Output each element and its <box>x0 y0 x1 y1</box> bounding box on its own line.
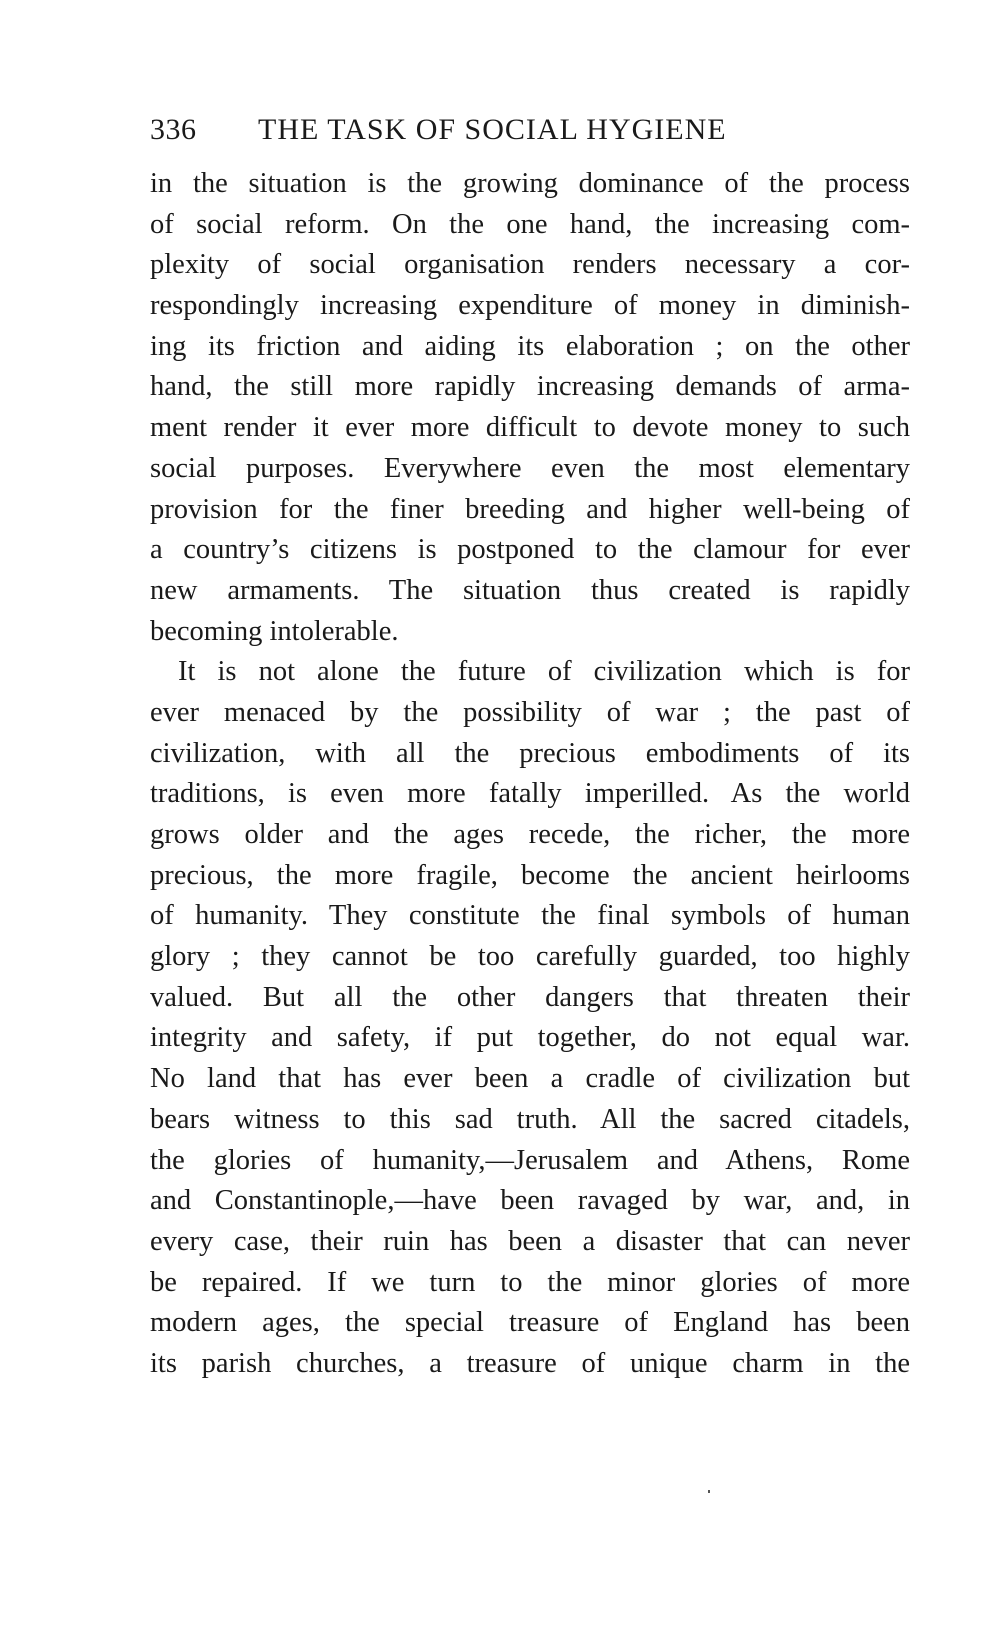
text-line: ment render it ever more difficult to devote money to such <box>150 412 910 444</box>
text-line: in the situation is the growing dominance of the process <box>150 168 910 199</box>
text-line: bears witness to this sad truth. All the sacred citadels, <box>150 1103 910 1135</box>
text-line: modern ages, the special treasure of England has been <box>150 1307 910 1339</box>
text-line: plexity of social organisation renders necessary a cor- <box>150 249 910 281</box>
print-speck <box>708 1490 710 1493</box>
text-line: of humanity. They constitute the final symbols of human <box>150 900 910 932</box>
text-line: becoming intolerable. <box>150 615 399 647</box>
text-line: precious, the more fragile, become the ancient heirlooms <box>150 859 910 891</box>
paragraph <box>150 652 910 1384</box>
text-line: the glories of humanity,—Jerusalem and Athens, Rome <box>150 1144 910 1176</box>
text-line: No land that has ever been a cradle of civilization but <box>150 1063 910 1095</box>
text-line: new armaments. The situation thus created is rapidly <box>150 574 910 606</box>
text-line: It is not alone the future of civilization which is for <box>178 656 910 688</box>
text-line: hand, the still more rapidly increasing demands of arma- <box>150 371 910 403</box>
text-line: glory ; they cannot be too carefully guarded, too highly <box>150 941 910 973</box>
text-line: ever menaced by the possibility of war ; the past of <box>150 696 910 728</box>
running-head <box>150 110 910 150</box>
text-line: a country’s citizens is postponed to the clamour for ever <box>150 534 910 566</box>
text-line: of social reform. On the one hand, the increasing com- <box>150 208 910 240</box>
page-number: 336 <box>150 113 197 146</box>
text-line: be repaired. If we turn to the minor glories of more <box>150 1266 910 1298</box>
text-line: civilization, with all the precious embodiments of its <box>150 737 910 769</box>
text-line: its parish churches, a treasure of unique charm in the <box>150 1347 910 1379</box>
text-line: integrity and safety, if put together, do not equal war. <box>150 1022 910 1054</box>
body-text <box>150 164 910 1385</box>
text-line: grows older and the ages recede, the richer, the more <box>150 819 910 850</box>
text-line: every case, their ruin has been a disaster that can never <box>150 1225 910 1257</box>
paragraph <box>150 164 910 652</box>
text-line: provision for the finer breeding and higher well-being of <box>150 493 910 525</box>
text-line: traditions, is even more fatally imperilled. As the world <box>150 778 910 810</box>
text-line: ing its friction and aiding its elaboration ; on the other <box>150 330 910 362</box>
text-line: valued. But all the other dangers that threaten their <box>150 981 910 1013</box>
text-line: social purposes. Everywhere even the most elementary <box>150 452 910 484</box>
text-line: and Constantinople,—have been ravaged by war, and, in <box>150 1185 910 1217</box>
text-line: respondingly increasing expenditure of money in diminish- <box>150 290 910 322</box>
running-title: THE TASK OF SOCIAL HYGIENE <box>258 113 727 146</box>
